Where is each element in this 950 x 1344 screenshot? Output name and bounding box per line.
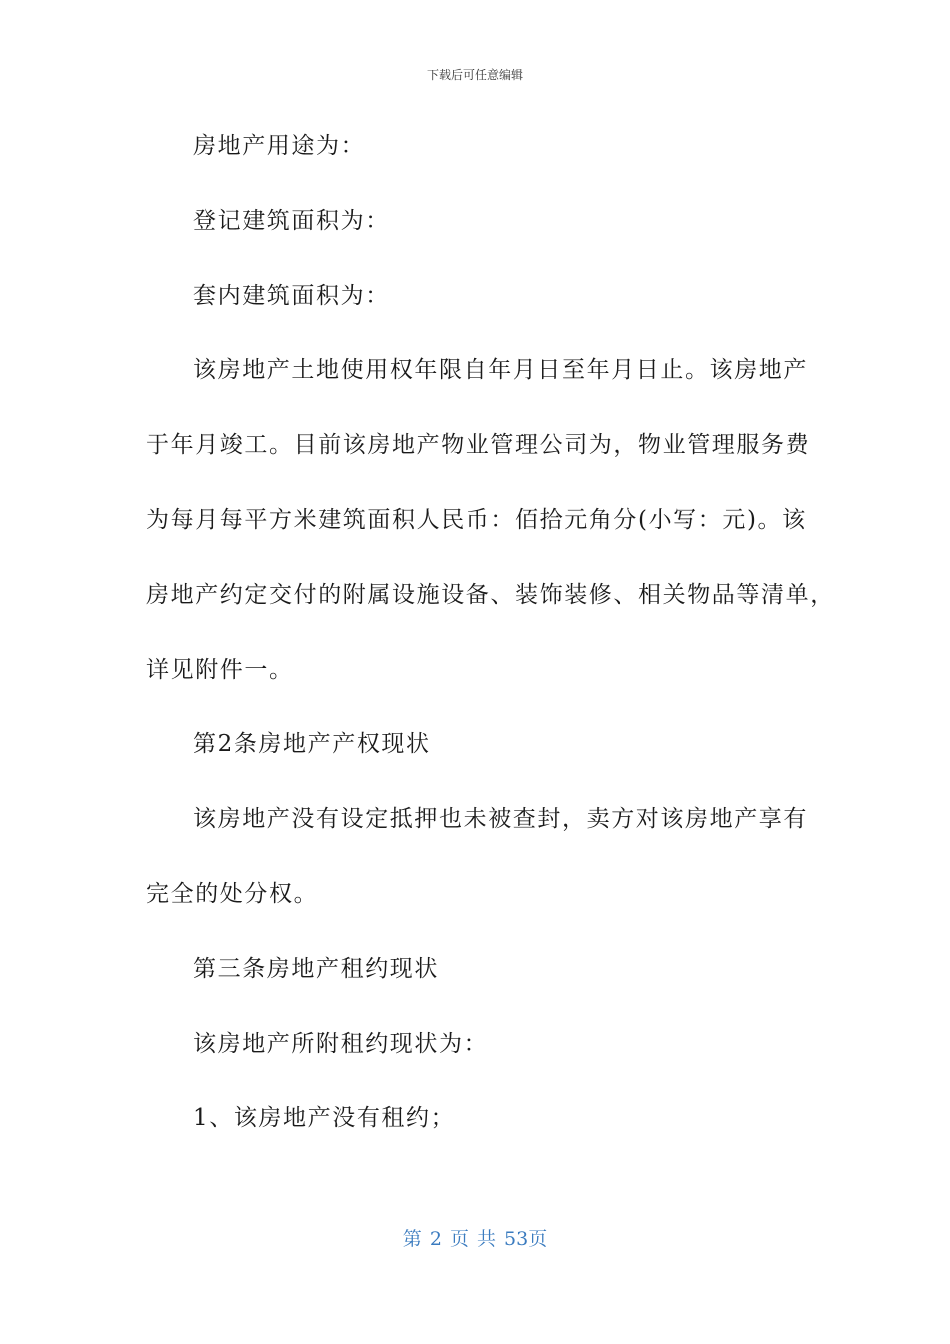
paragraph-line: 该房地产没有设定抵押也未被查封，卖方对该房地产享有	[193, 806, 808, 833]
section-heading: 第三条房地产租约现状	[193, 955, 439, 982]
paragraph-line: 套内建筑面积为：	[193, 282, 390, 309]
paragraph-line: 房地产用途为：	[193, 133, 366, 159]
paragraph-line: 登记建筑面积为：	[193, 207, 390, 234]
page-number-footer: 第 2 页 共 53页	[402, 1228, 548, 1250]
paragraph-line: 详见附件一。	[146, 656, 294, 683]
paragraph-line: 于年月竣工。目前该房地产物业管理公司为，物业管理服务费	[146, 432, 811, 459]
section-heading: 第2条房地产产权现状	[193, 731, 431, 758]
paragraph-line: 该房地产土地使用权年限自年月日至年月日止。该房地产	[193, 357, 808, 384]
paragraph-line: 为每月每平方米建筑面积人民币：佰拾元角分(小写：元)。该	[146, 506, 807, 533]
page-header: 下载后可任意编辑	[426, 68, 523, 82]
paragraph-line: 完全的处分权。	[146, 880, 319, 907]
document-body	[146, 126, 835, 1173]
list-item: 1、该房地产没有租约；	[193, 1105, 456, 1132]
paragraph-line: 该房地产所附租约现状为：	[193, 1030, 489, 1057]
paragraph-line: 房地产约定交付的附属设施设备、装饰装修、相关物品等清单，	[146, 581, 835, 608]
